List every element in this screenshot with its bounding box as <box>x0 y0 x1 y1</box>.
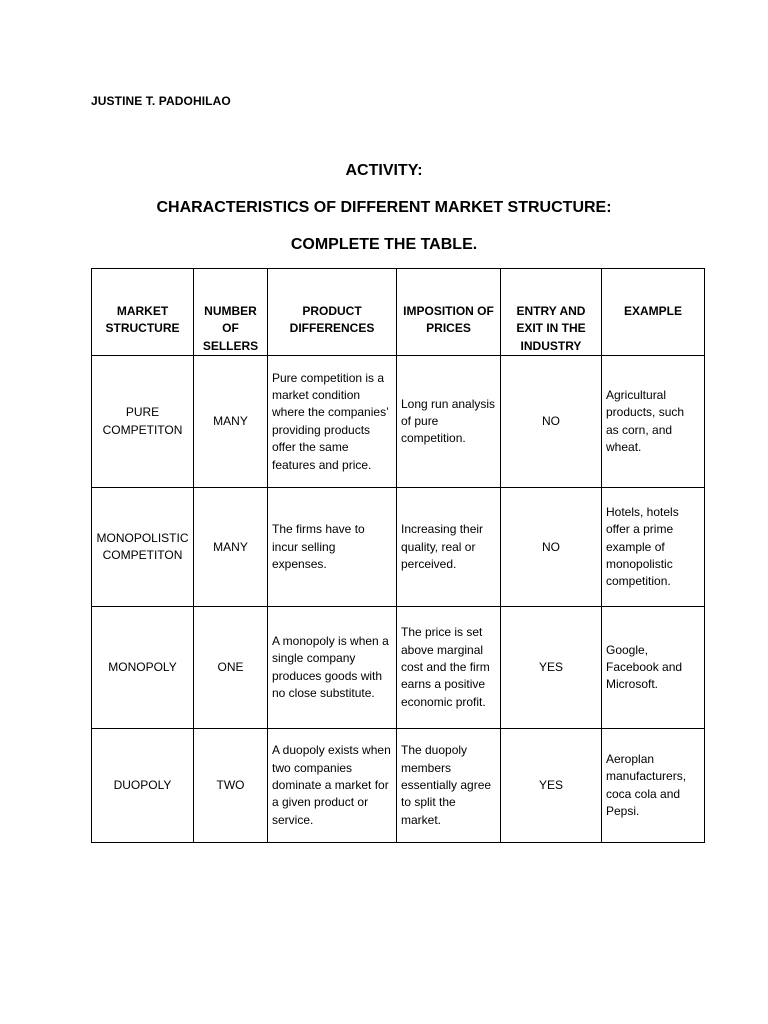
header-product-differences: PRODUCT DIFFERENCES <box>268 269 397 356</box>
cell-example: Agricultural products, such as corn, and wheat. <box>602 356 705 488</box>
table-row <box>92 607 705 729</box>
cell-sellers: MANY <box>194 488 268 607</box>
cell-sellers: ONE <box>194 607 268 729</box>
activity-subtitle: CHARACTERISTICS OF DIFFERENT MARKET STRUCTURE: <box>156 199 612 216</box>
cell-prices: Increasing their quality, real or perceived. <box>397 488 501 607</box>
table-row <box>92 488 705 607</box>
market-structure-table <box>91 268 705 843</box>
activity-instruction: COMPLETE THE TABLE. <box>290 236 478 253</box>
activity-title: ACTIVITY: <box>345 162 423 179</box>
header-example: EXAMPLE <box>602 269 705 356</box>
header-number-of-sellers: NUMBER OF SELLERS <box>194 269 268 356</box>
cell-differences: The firms have to incur selling expenses. <box>268 488 397 607</box>
header-entry-exit: ENTRY AND EXIT IN THE INDUSTRY <box>501 269 602 356</box>
cell-prices: The price is set above marginal cost and the firm earns a positive economic profit. <box>397 607 501 729</box>
header-market-structure: MARKET STRUCTURE <box>92 269 194 356</box>
cell-structure: PURE COMPETITON <box>92 356 194 488</box>
cell-prices: Long run analysis of pure competition. <box>397 356 501 488</box>
cell-differences: A duopoly exists when two companies dominate a market for a given product or service. <box>268 729 397 843</box>
cell-differences: A monopoly is when a single company produces goods with no close substitute. <box>268 607 397 729</box>
table-header-row <box>92 269 705 356</box>
cell-structure: MONOPOLY <box>92 607 194 729</box>
header-imposition-of-prices: IMPOSITION OF PRICES <box>397 269 501 356</box>
cell-entry-exit: NO <box>501 488 602 607</box>
table-row <box>92 729 705 843</box>
cell-differences: Pure competition is a market condition where the companies’ providing products offer the same features and price. <box>268 356 397 488</box>
cell-example: Aeroplan manufacturers, coca cola and Pepsi. <box>602 729 705 843</box>
author-name: JUSTINE T. PADOHILAO <box>91 94 231 108</box>
cell-entry-exit: YES <box>501 607 602 729</box>
cell-example: Hotels, hotels offer a prime example of monopolistic competition. <box>602 488 705 607</box>
table-row <box>92 356 705 488</box>
cell-entry-exit: YES <box>501 729 602 843</box>
cell-sellers: TWO <box>194 729 268 843</box>
cell-structure: DUOPOLY <box>92 729 194 843</box>
title-block <box>0 156 768 267</box>
cell-structure: MONOPOLISTIC COMPETITON <box>92 488 194 607</box>
cell-entry-exit: NO <box>501 356 602 488</box>
cell-prices: The duopoly members essentially agree to split the market. <box>397 729 501 843</box>
cell-sellers: MANY <box>194 356 268 488</box>
cell-example: Google, Facebook and Microsoft. <box>602 607 705 729</box>
